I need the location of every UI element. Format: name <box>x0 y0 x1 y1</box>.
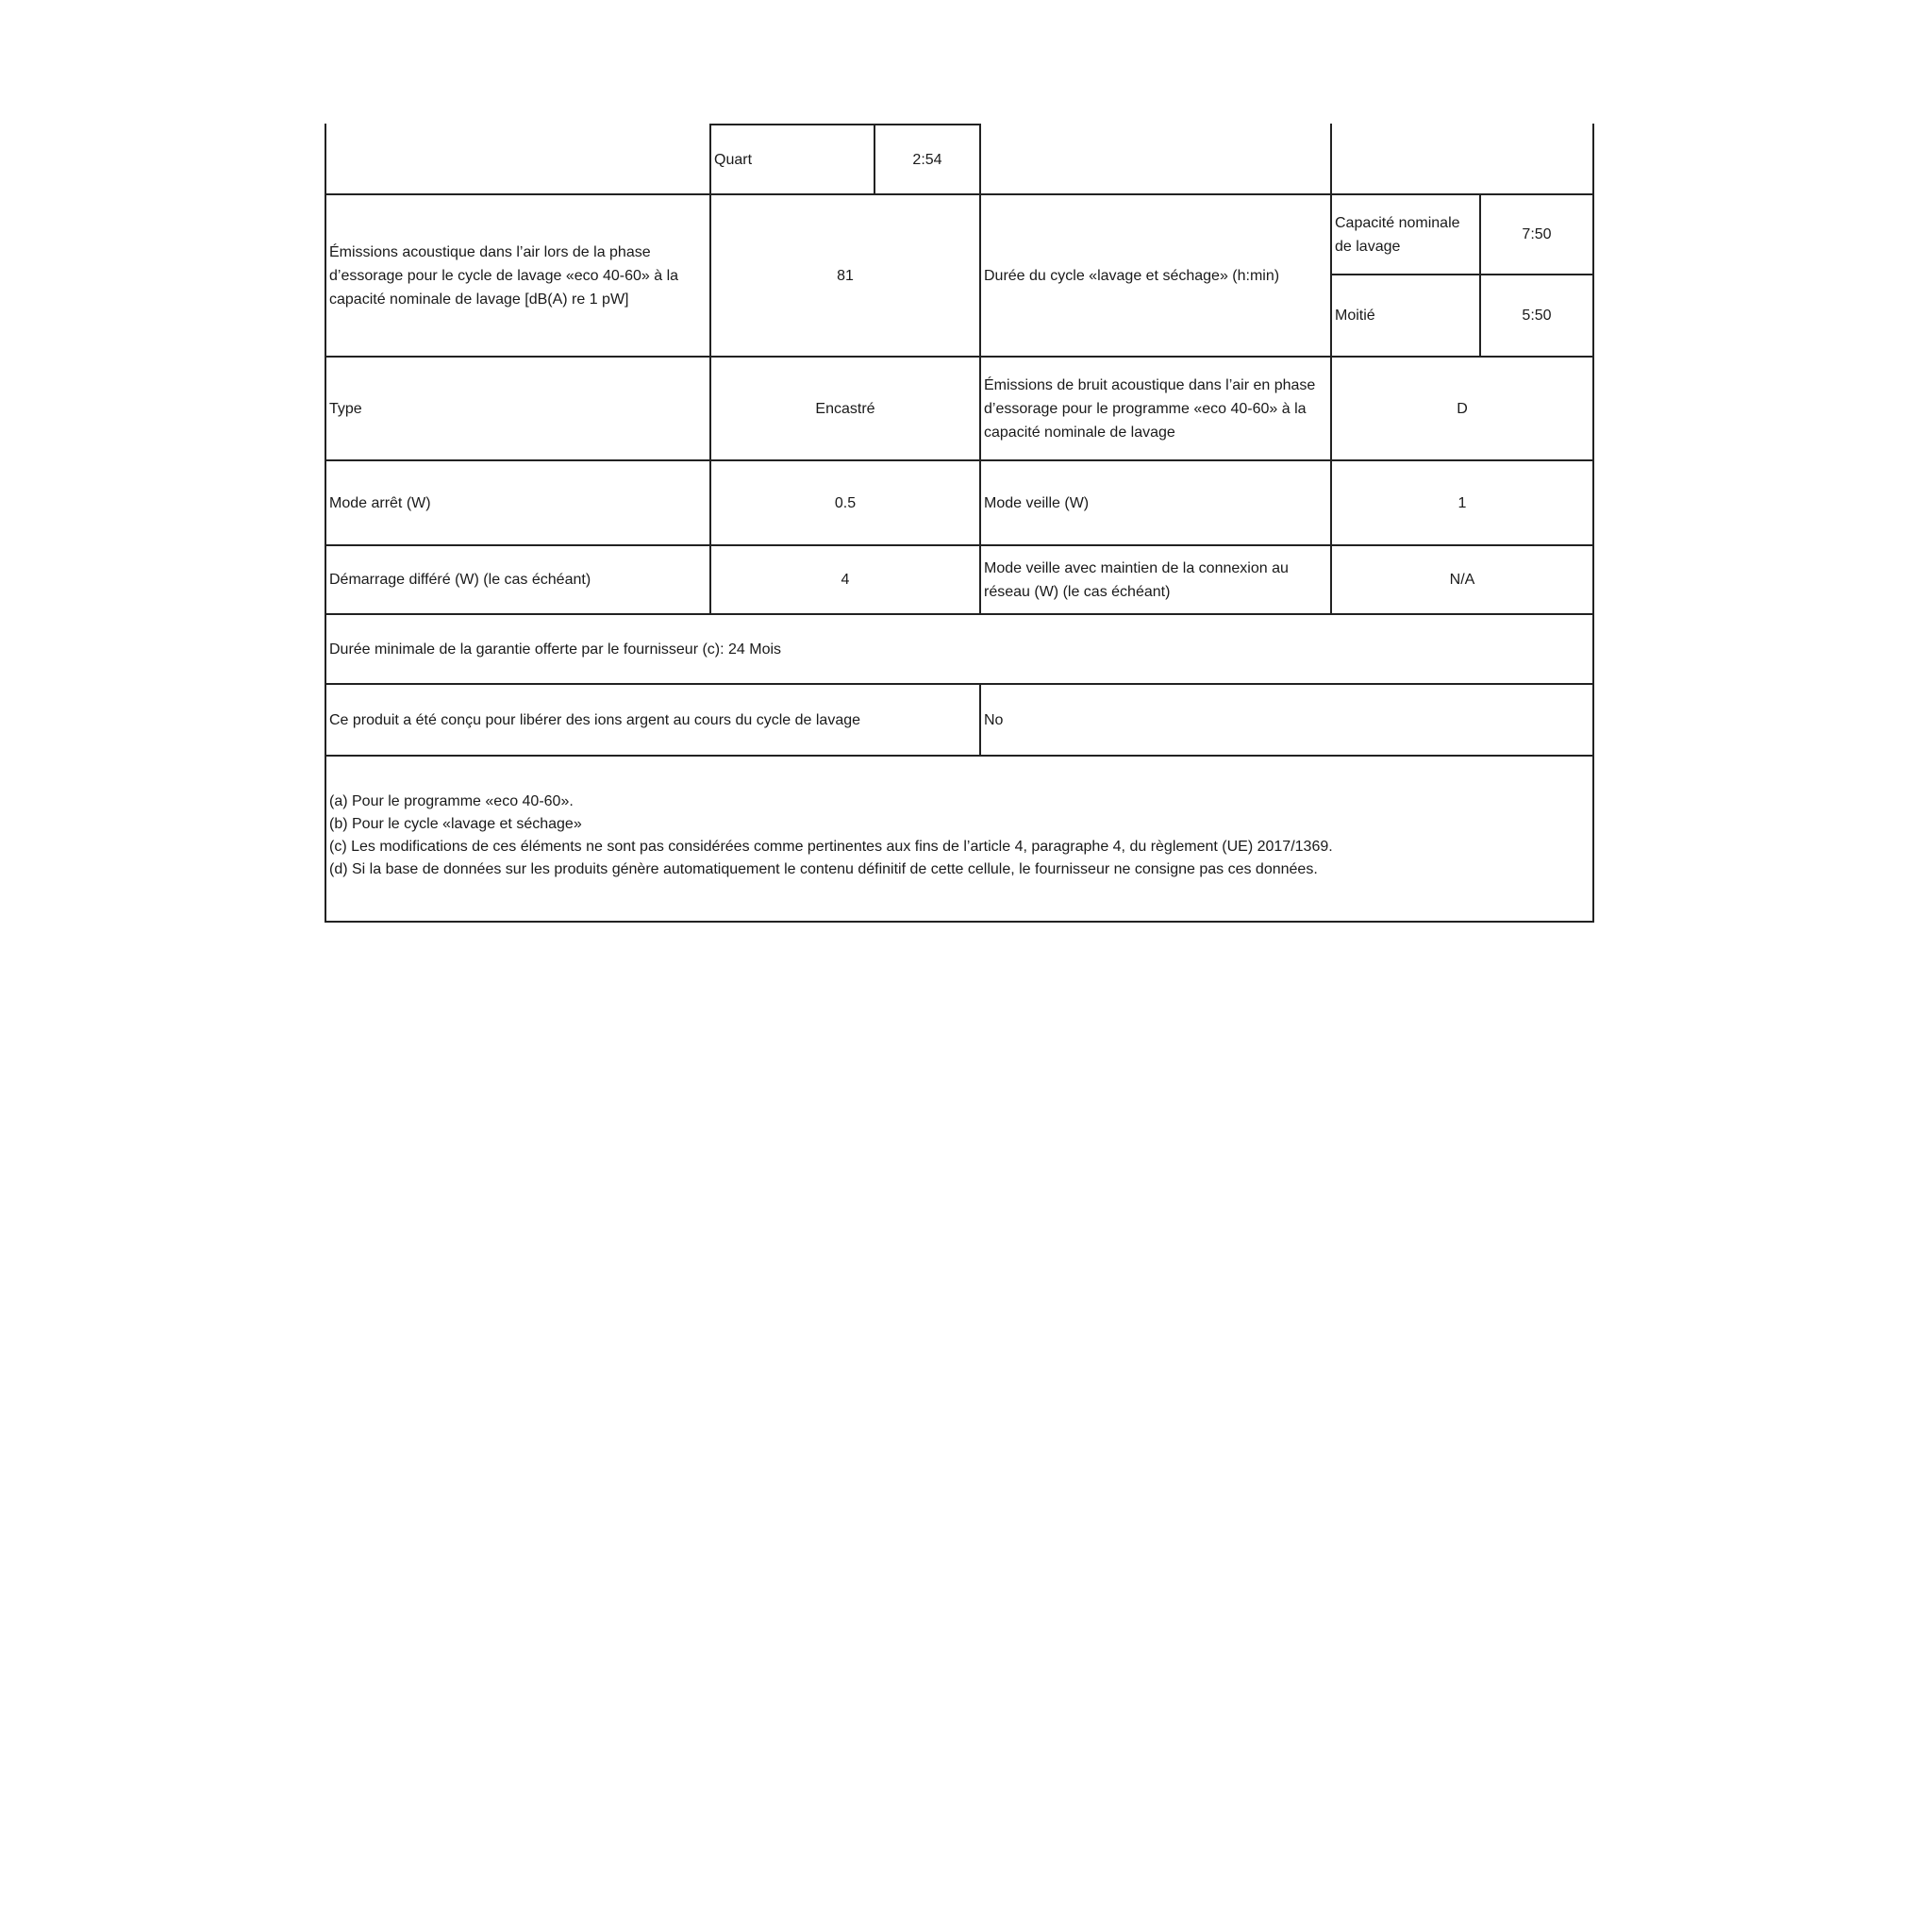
type-value: Encastré <box>815 400 875 417</box>
emissions-acoustiques-label: Émissions acoustique dans l’air lors de la phase d’essorage pour le cycle de lavage «eco 40-60» à la capacité nominale de lavage [dB(A) re 1 pW] <box>329 243 679 308</box>
type-label: Type <box>329 400 362 417</box>
quart-label: Quart <box>714 151 753 168</box>
capacite-nominale-value: 7:50 <box>1522 226 1552 242</box>
demarrage-differe-label: Démarrage différé (W) (le cas échéant) <box>329 572 591 588</box>
footnotes <box>326 791 1592 881</box>
veille-reseau-label: Mode veille avec maintien de la connexion au réseau (W) (le cas échéant) <box>984 559 1289 600</box>
moitie-value: 5:50 <box>1522 308 1552 324</box>
garantie-text: Durée minimale de la garantie offerte par le fournisseur (c): 24 Mois <box>329 641 782 658</box>
footnote-b: (b) Pour le cycle «lavage et séchage» <box>329 816 582 832</box>
mode-veille-value: 1 <box>1457 494 1467 511</box>
grid-line <box>325 755 1594 757</box>
ions-argent-label: Ce produit a été conçu pour libérer des ions argent au cours du cycle de lavage <box>329 711 861 728</box>
footnote-a: (a) Pour le programme «eco 40-60». <box>329 793 574 809</box>
ions-argent-value: No <box>984 711 1004 728</box>
duree-cycle-label: Durée du cycle «lavage et séchage» (h:min) <box>984 267 1280 284</box>
grid-line <box>1592 124 1594 923</box>
mode-arret-label: Mode arrêt (W) <box>329 494 431 511</box>
demarrage-differe-value: 4 <box>841 572 850 588</box>
footnote-d: (d) Si la base de données sur les produits génère automatiquement le contenu définitif de cette cellule, le fournisseur ne consigne pas ces données. <box>329 861 1318 877</box>
quart-value: 2:54 <box>912 151 942 168</box>
classe-bruit-label: Émissions de bruit acoustique dans l’air en phase d’essorage pour le programme «eco 40-60» à la capacité nominale de lavage <box>984 376 1316 441</box>
emissions-acoustiques-value: 81 <box>837 267 854 284</box>
veille-reseau-value: N/A <box>1449 572 1475 588</box>
classe-bruit-value: D <box>1457 400 1468 417</box>
footnote-c: (c) Les modifications de ces éléments ne sont pas considérées comme pertinentes aux fins de l’article 4, paragraphe 4, du règlement (UE) 2017/1369. <box>329 839 1333 855</box>
moitie-label: Moitié <box>1335 308 1375 324</box>
mode-veille-label: Mode veille (W) <box>984 494 1090 511</box>
capacite-nominale-label: Capacité nominale de lavage <box>1335 214 1460 255</box>
mode-arret-value: 0.5 <box>834 494 857 511</box>
grid-line <box>325 921 1594 923</box>
